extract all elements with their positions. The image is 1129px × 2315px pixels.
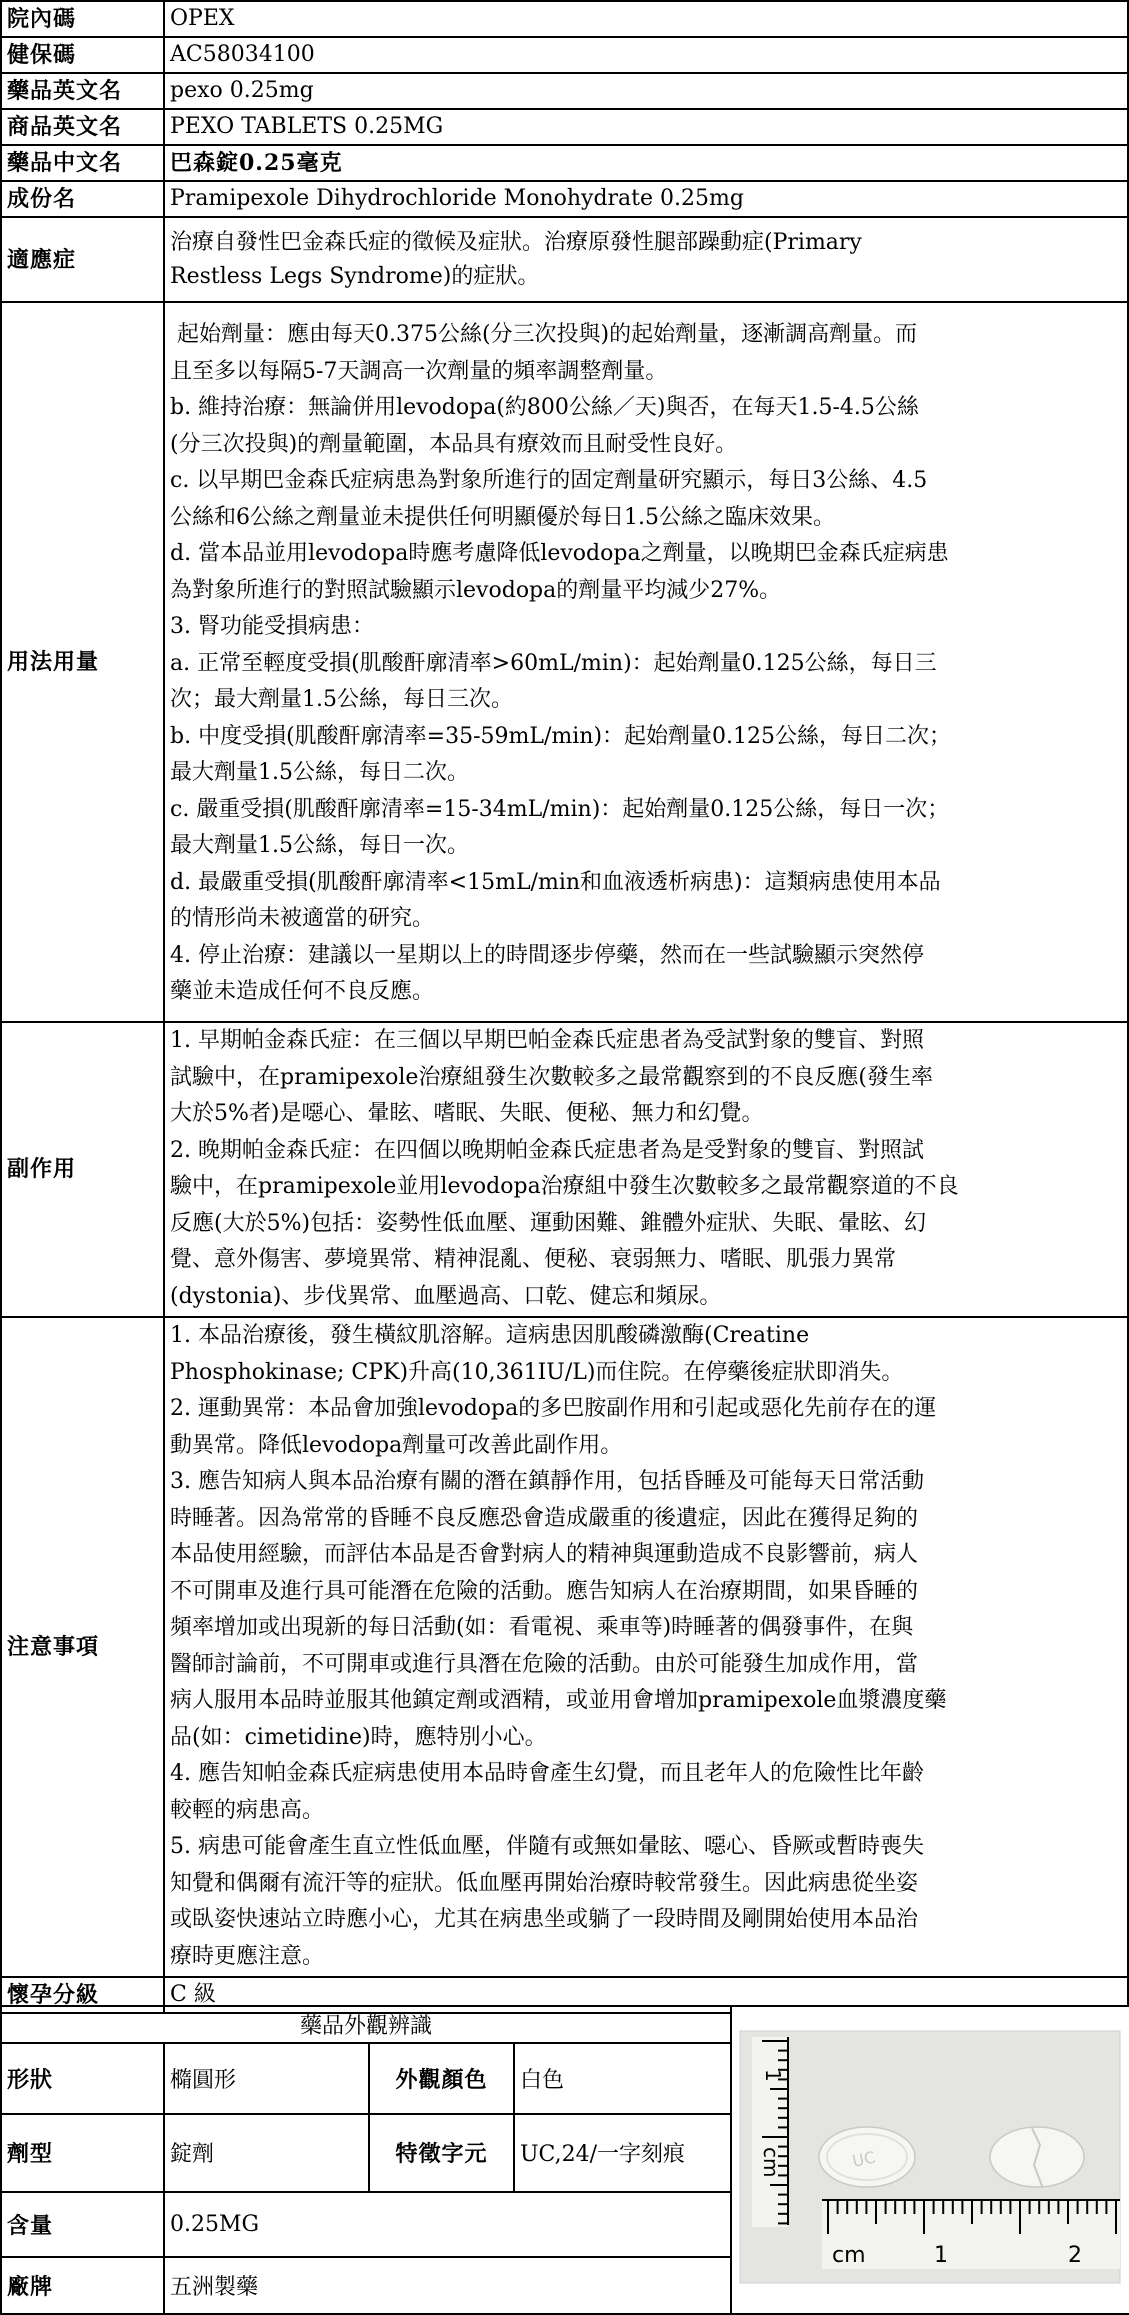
precaution-line: 或臥姿快速站立時應小心，尤其在病患坐或躺了一段時間及剛開始使用本品治 xyxy=(170,1907,919,1932)
label-dosage: 用法用量 xyxy=(1,302,164,1022)
label-pregnancy: 懷孕分級 xyxy=(1,1977,164,2013)
dosage-line: (分三次投與)的劑量範圍，本品具有療效而且耐受性良好。 xyxy=(170,431,738,457)
label-drug-zh: 藥品中文名 xyxy=(1,145,164,181)
side-effect-line: 2. 晚期帕金森氏症：在四個以晚期帕金森氏症患者為是受對象的雙盲、對照試 xyxy=(170,1137,924,1163)
indication-line: Restless Legs Syndrome)的症狀。 xyxy=(170,263,540,289)
dosage-line: d. 最嚴重受損(肌酸酐廓清率<15mL/min和血液透析病患)：這類病患使用本品 xyxy=(170,869,941,895)
dosage-line: c. 以早期巴金森氏症病患為對象所進行的固定劑量研究顯示，每日3公絲、4.5 xyxy=(170,468,928,493)
value-nhi-code: AC58034100 xyxy=(164,37,1128,73)
indication-line: 治療自發性巴金森氏症的徵候及症狀。治療原發性腿部躁動症(Primary xyxy=(170,229,862,255)
dosage-line: 最大劑量1.5公絲，每日二次。 xyxy=(170,760,469,785)
value-drug-en: pexo 0.25mg xyxy=(164,73,1128,109)
value-indication xyxy=(164,217,1128,302)
pill-photo xyxy=(731,2006,1129,2314)
precaution-line: 2. 運動異常：本品會加強levodopa的多巴胺副作用和引起或惡化先前存在的運 xyxy=(170,1396,937,1421)
precaution-line: 本品使用經驗，而評估本品是否會對病人的精神與運動造成不良影響前，病人 xyxy=(170,1542,919,1567)
row-ingredient xyxy=(1,181,1128,217)
dosage-line: 且至多以每隔5-7天調高一次劑量的頻率調整劑量。 xyxy=(170,358,668,384)
value-trade-en: PEXO TABLETS 0.25MG xyxy=(164,109,1128,145)
label-trade-en: 商品英文名 xyxy=(1,109,164,145)
horizontal-ruler xyxy=(822,2199,1120,2269)
precaution-line: 療時更應注意。 xyxy=(170,1943,325,1969)
dosage-line: 藥並未造成任何不良反應。 xyxy=(170,979,435,1004)
value-pregnancy: C 級 xyxy=(164,1977,1128,2013)
horizontal-ruler-number-2: 2 xyxy=(1068,2243,1083,2268)
precaution-line: Phosphokinase; CPK)升高(10,361IU/L)而住院。在停藥後症狀即消失。 xyxy=(170,1359,904,1385)
value-strength: 0.25MG xyxy=(164,2192,731,2257)
row-drug-zh xyxy=(1,145,1128,181)
appearance-title: 藥品外觀辨識 xyxy=(1,2006,731,2043)
label-shape: 形狀 xyxy=(1,2043,164,2114)
precaution-line: 動異常。降低levodopa劑量可改善此副作用。 xyxy=(170,1432,623,1458)
precaution-line: 4. 應告知帕金森氏症病患使用本品時會產生幻覺，而且老年人的危險性比年齡 xyxy=(170,1761,924,1786)
dosage-line: b. 維持治療：無論併用levodopa(約800公絲／天)與否，在每天1.5-4.5公絲 xyxy=(170,395,919,420)
precaution-line: 不可開車及進行具可能潛在危險的活動。應告知病人在治療期間，如果昏睡的 xyxy=(170,1578,919,1604)
horizontal-ruler-number-1: 1 xyxy=(934,2243,949,2268)
precaution-line: 5. 病患可能會產生直立性低血壓，伴隨有或無如暈眩、噁心、昏厥或暫時喪失 xyxy=(170,1834,924,1859)
svg-text:UC: UC xyxy=(850,2147,878,2171)
row-hospital-code xyxy=(1,1,1128,37)
side-effect-line: (dystonia)、步伐異常、血壓過高、口乾、健忘和頻尿。 xyxy=(170,1283,722,1309)
label-strength: 含量 xyxy=(1,2192,164,2257)
horizontal-ruler-cm: cm xyxy=(832,2243,866,2268)
appearance-title-row xyxy=(1,2006,1129,2043)
dosage-line: a. 正常至輕度受損(肌酸酐廓清率>60mL/min)：起始劑量0.125公絲，每日三 xyxy=(170,650,937,676)
vertical-ruler-cm: cm xyxy=(759,2147,784,2178)
value-form: 錠劑 xyxy=(164,2114,369,2192)
side-effect-line: 試驗中，在pramipexole治療組發生次數較多之最常觀察到的不良反應(發生率 xyxy=(170,1064,934,1090)
precaution-line: 較輕的病患高。 xyxy=(170,1797,325,1823)
label-color: 外觀顏色 xyxy=(369,2043,514,2114)
precaution-line: 病人服用本品時並服其他鎮定劑或酒精，或並用會增加pramipexole血漿濃度藥 xyxy=(170,1688,947,1713)
value-color: 白色 xyxy=(514,2043,731,2114)
dosage-line: 次；最大劑量1.5公絲，每日三次。 xyxy=(170,687,513,712)
dosage-line: d. 當本品並用levodopa時應考慮降低levodopa之劑量，以晚期巴金森氏症病患 xyxy=(170,541,949,566)
label-ingredient: 成份名 xyxy=(1,181,164,217)
label-precautions: 注意事項 xyxy=(1,1317,164,1977)
appearance-table xyxy=(0,2005,1129,2315)
dosage-line: 起始劑量：應由每天0.375公絲(分三次投與)的起始劑量，逐漸調高劑量。而 xyxy=(170,322,918,347)
precaution-line: 1. 本品治療後，發生橫紋肌溶解。這病患因肌酸磷激酶(Creatine xyxy=(170,1323,810,1348)
value-ingredient: Pramipexole Dihydrochloride Monohydrate 0.25mg xyxy=(164,181,1128,217)
dosage-line: 為對象所進行的對照試驗顯示levodopa的劑量平均減少27%。 xyxy=(170,577,782,603)
row-dosage xyxy=(1,302,1128,1022)
pill-tablet-front xyxy=(819,2127,915,2187)
label-side-effects: 副作用 xyxy=(1,1022,164,1317)
dosage-line: 公絲和6公絲之劑量並未提供任何明顯優於每日1.5公絲之臨床效果。 xyxy=(170,504,835,530)
value-hospital-code: OPEX xyxy=(164,1,1128,37)
row-precautions xyxy=(1,1317,1128,1977)
side-effect-line: 覺、意外傷害、夢境異常、精神混亂、便秘、衰弱無力、嗜眠、肌張力異常 xyxy=(170,1247,897,1272)
row-drug-en xyxy=(1,73,1128,109)
precaution-line: 品(如：cimetidine)時，應特別小心。 xyxy=(170,1724,547,1750)
dosage-line: 4. 停止治療：建議以一星期以上的時間逐步停藥，然而在一些試驗顯示突然停 xyxy=(170,942,924,968)
row-indication xyxy=(1,217,1128,302)
value-precautions xyxy=(164,1317,1128,1977)
row-trade-en xyxy=(1,109,1128,145)
vertical-ruler xyxy=(752,2037,788,2227)
value-marking: UC,24/一字刻痕 xyxy=(514,2114,731,2192)
pill-photo-frame xyxy=(732,2007,1129,2313)
side-effect-line: 大於5%者)是噁心、暈眩、嗜眠、失眠、便秘、無力和幻覺。 xyxy=(170,1101,764,1126)
label-drug-en: 藥品英文名 xyxy=(1,73,164,109)
side-effect-line: 反應(大於5%)包括：姿勢性低血壓、運動困難、錐體外症狀、失眠、暈眩、幻 xyxy=(170,1210,927,1236)
pill-photo-svg xyxy=(732,2007,1129,2307)
dosage-line: 的情形尚未被適當的研究。 xyxy=(170,906,435,931)
value-shape: 橢圓形 xyxy=(164,2043,369,2114)
dosage-line: 最大劑量1.5公絲，每日一次。 xyxy=(170,833,469,858)
precaution-line: 時睡著。因為常常的昏睡不良反應恐會造成嚴重的後遺症，因此在獲得足夠的 xyxy=(170,1505,919,1531)
side-effect-line: 驗中，在pramipexole並用levodopa治療組中發生次數較多之最常觀察道的不良 xyxy=(170,1174,959,1199)
label-nhi-code: 健保碼 xyxy=(1,37,164,73)
pill-tablet-back xyxy=(990,2127,1084,2187)
value-drug-zh: 巴森錠0.25毫克 xyxy=(164,145,1128,181)
vertical-ruler-number: 1 xyxy=(761,2069,786,2082)
row-side-effects xyxy=(1,1022,1128,1317)
label-indication: 適應症 xyxy=(1,217,164,302)
dosage-line: c. 嚴重受損(肌酸酐廓清率=15-34mL/min)：起始劑量0.125公絲，每日一次； xyxy=(170,796,950,822)
label-form: 劑型 xyxy=(1,2114,164,2192)
label-maker: 廠牌 xyxy=(1,2257,164,2314)
label-marking: 特徵字元 xyxy=(369,2114,514,2192)
value-side-effects xyxy=(164,1022,1128,1317)
precaution-line: 3. 應告知病人與本品治療有關的潛在鎮靜作用，包括昏睡及可能每天日常活動 xyxy=(170,1469,924,1494)
precaution-line: 頻率增加或出現新的每日活動(如：看電視、乘車等)時睡著的偶發事件，在與 xyxy=(170,1615,914,1640)
label-hospital-code: 院內碼 xyxy=(1,1,164,37)
value-maker: 五洲製藥 xyxy=(164,2257,731,2314)
precaution-line: 知覺和偶爾有流汗等的症狀。低血壓再開始治療時較常發生。因此病患從坐姿 xyxy=(170,1870,919,1896)
dosage-line: b. 中度受損(肌酸酐廓清率=35-59mL/min)：起始劑量0.125公絲，每日二次； xyxy=(170,723,952,749)
side-effect-line: 1. 早期帕金森氏症：在三個以早期巴帕金森氏症患者為受試對象的雙盲、對照 xyxy=(170,1028,924,1053)
precaution-line: 醫師討論前，不可開車或進行具潛在危險的活動。由於可能發生加成作用，當 xyxy=(170,1651,919,1677)
dosage-line: 3. 腎功能受損病患： xyxy=(170,614,374,639)
row-nhi-code xyxy=(1,37,1128,73)
value-dosage xyxy=(164,302,1128,1022)
